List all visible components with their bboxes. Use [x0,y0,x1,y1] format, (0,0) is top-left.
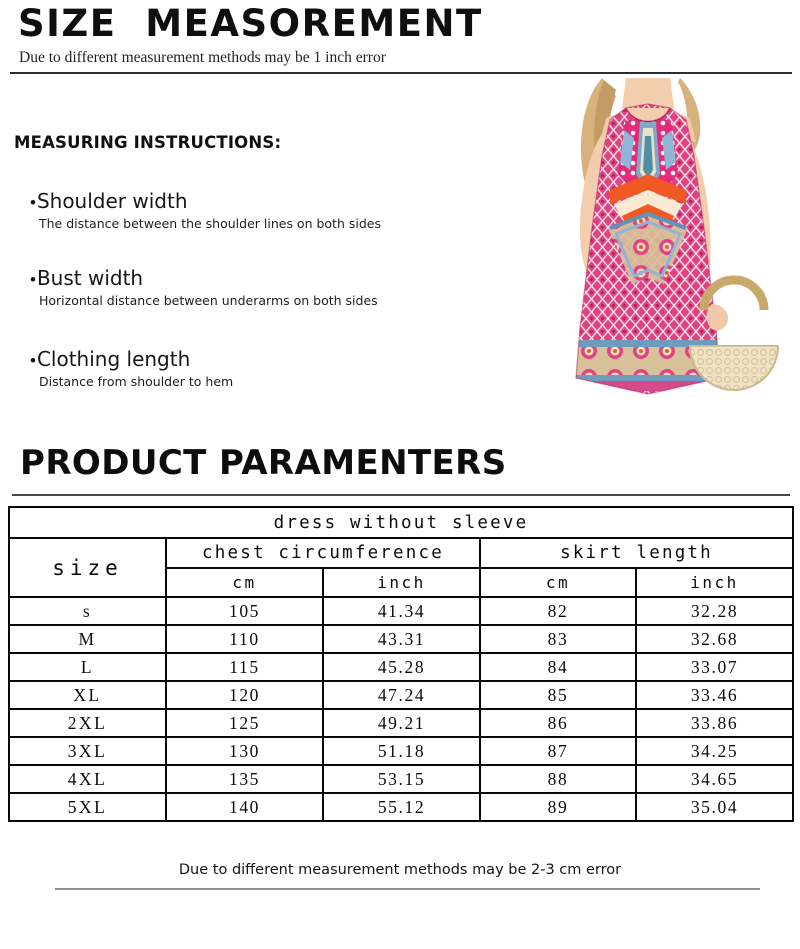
cell-value: 130 [166,737,323,765]
column-header-chest-circumference: chest circumference [166,538,480,568]
instruction-item-clothing-length [30,348,233,390]
instruction-description: Horizontal distance between underarms on both sides [39,293,378,308]
measuring-instructions-heading: MEASURING INSTRUCTIONS: [14,133,282,152]
cell-value: 120 [166,681,323,709]
params-divider [12,494,790,496]
cell-value: 47.24 [323,681,480,709]
cell-value: 51.18 [323,737,480,765]
table-group-header-row [9,538,793,568]
cell-size: XL [9,681,166,709]
cell-value: 115 [166,653,323,681]
instruction-description: Distance from shoulder to hem [39,374,234,389]
product-parameters-title: PRODUCT PARAMENTERS [20,443,507,483]
cell-size: 4XL [9,765,166,793]
table-row [9,793,793,821]
table-title-row [9,507,793,538]
cell-value: 32.68 [636,625,793,653]
instruction-title: Clothing length [36,347,191,371]
cell-value: 89 [480,793,636,821]
cell-value: 34.65 [636,765,793,793]
column-header-size: size [9,538,166,597]
cell-value: 125 [166,709,323,737]
cell-value: 41.34 [323,597,480,625]
instruction-description: The distance between the shoulder lines on both sides [39,216,381,231]
cell-value: 33.46 [636,681,793,709]
bullet-icon: • [30,270,36,289]
column-header-chest-inch: inch [323,568,480,597]
footer-divider [55,888,760,890]
table-row [9,765,793,793]
cell-size: 2XL [9,709,166,737]
cell-value: 110 [166,625,323,653]
table-row [9,653,793,681]
cell-value: 32.28 [636,597,793,625]
column-header-skirt-inch: inch [636,568,793,597]
cell-value: 45.28 [323,653,480,681]
page-title: SIZE MEASOREMENT [18,2,483,45]
bullet-icon: • [30,351,36,370]
cell-size: 3XL [9,737,166,765]
cell-value: 55.12 [323,793,480,821]
cell-value: 49.21 [323,709,480,737]
cell-size: M [9,625,166,653]
cell-value: 87 [480,737,636,765]
table-row [9,709,793,737]
cell-value: 84 [480,653,636,681]
instruction-title: Shoulder width [36,189,188,213]
cell-value: 135 [166,765,323,793]
column-header-chest-cm: cm [166,568,323,597]
bullet-icon: • [30,193,36,212]
cell-value: 53.15 [323,765,480,793]
instruction-item-shoulder-width [30,190,381,232]
cell-value: 85 [480,681,636,709]
cell-value: 35.04 [636,793,793,821]
cell-size: s [9,597,166,625]
table-row [9,625,793,653]
cell-value: 88 [480,765,636,793]
header-divider [10,72,792,74]
cell-value: 83 [480,625,636,653]
cell-size: L [9,653,166,681]
cell-value: 33.07 [636,653,793,681]
cell-size: 5XL [9,793,166,821]
cell-value: 140 [166,793,323,821]
column-header-skirt-length: skirt length [480,538,793,568]
product-photo [498,78,798,436]
table-row [9,737,793,765]
size-chart-table [8,506,794,822]
instruction-item-bust-width [30,267,378,309]
instruction-title: Bust width [36,266,144,290]
size-chart-header [9,507,793,597]
cell-value: 43.31 [323,625,480,653]
page-subtitle: Due to different measurement methods may be 1 inch error [19,49,386,66]
table-row [9,681,793,709]
cell-value: 34.25 [636,737,793,765]
footer-note: Due to different measurement methods may be 2-3 cm error [178,862,622,878]
cell-value: 86 [480,709,636,737]
table-row [9,597,793,625]
column-header-skirt-cm: cm [480,568,636,597]
cell-value: 105 [166,597,323,625]
table-title-cell: dress without sleeve [9,507,793,538]
size-chart-body [9,597,793,821]
cell-value: 82 [480,597,636,625]
cell-value: 33.86 [636,709,793,737]
